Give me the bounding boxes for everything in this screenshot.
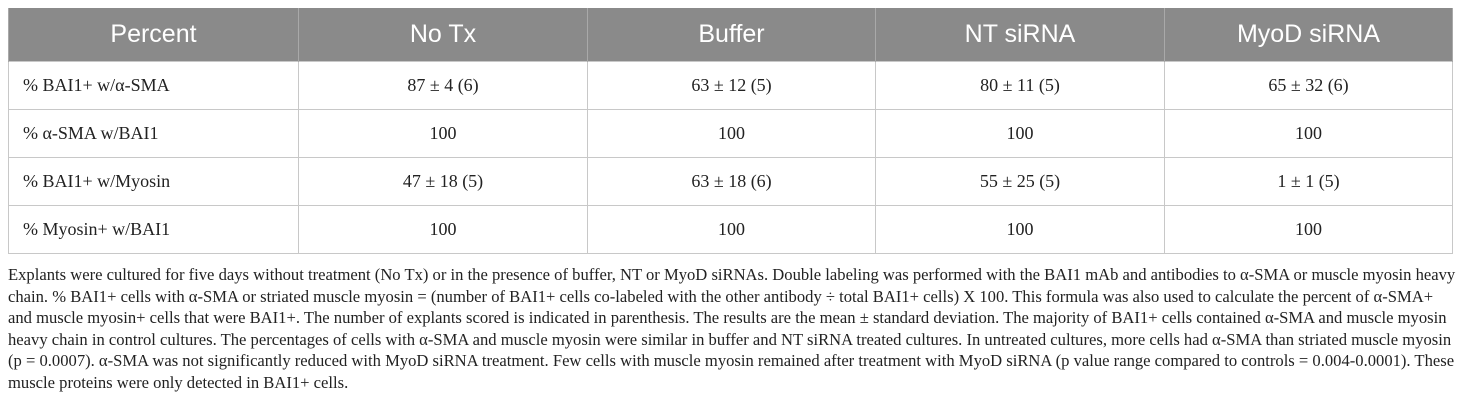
table-cell: 100 (299, 206, 588, 254)
table-row (9, 110, 1453, 158)
table-cell: 87 ± 4 (6) (299, 62, 588, 110)
table-cell: 100 (1165, 206, 1453, 254)
table-body (9, 62, 1453, 254)
table-header (9, 8, 1453, 62)
row-label: % Myosin+ w/BAI1 (9, 206, 299, 254)
header-buffer: Buffer (588, 8, 876, 62)
table-row (9, 158, 1453, 206)
header-no-tx: No Tx (299, 8, 588, 62)
table-cell: 100 (299, 110, 588, 158)
header-percent: Percent (9, 8, 299, 62)
table-cell: 63 ± 12 (5) (588, 62, 876, 110)
table-row (9, 206, 1453, 254)
table-cell: 1 ± 1 (5) (1165, 158, 1453, 206)
table-cell: 63 ± 18 (6) (588, 158, 876, 206)
table-cell: 65 ± 32 (6) (1165, 62, 1453, 110)
row-label: % BAI1+ w/Myosin (9, 158, 299, 206)
table-row (9, 62, 1453, 110)
header-row (9, 8, 1453, 62)
header-nt-sirna: NT siRNA (876, 8, 1165, 62)
row-label: % BAI1+ w/α-SMA (9, 62, 299, 110)
data-table-container (8, 8, 1452, 254)
table-cell: 55 ± 25 (5) (876, 158, 1165, 206)
table-cell: 100 (876, 110, 1165, 158)
table-cell: 100 (588, 206, 876, 254)
row-label: % α-SMA w/BAI1 (9, 110, 299, 158)
table-cell: 80 ± 11 (5) (876, 62, 1165, 110)
header-myod-sirna: MyoD siRNA (1165, 8, 1453, 62)
table-cell: 47 ± 18 (5) (299, 158, 588, 206)
table-cell: 100 (876, 206, 1165, 254)
table-footnote: Explants were cultured for five days without treatment (No Tx) or in the presence of buffer, NT or MyoD siRNAs. Double labeling was performed with the BAI1 mAb and antibodies to α-SMA or muscle myosin heavy chain. % BAI1+ cells with α-SMA or striated muscle myosin = (number of BAI1+ cells co-labeled with the other antibody ÷ total BAI1+ cells) X 100. This formula was also used to calculate the percent of α-SMA+ and muscle myosin+ cells that were BAI1+. The number of explants scored is indicated in parenthesis. The results are the mean ± standard deviation. The majority of BAI1+ cells contained α-SMA and muscle myosin heavy chain in control cultures. The percentages of cells with α-SMA and muscle myosin were similar in buffer and NT siRNA treated cultures. In untreated cultures, more cells had α-SMA than striated muscle myosin (p = 0.0007). α-SMA was not significantly reduced with MyoD siRNA treatment. Few cells with muscle myosin remained after treatment with MyoD siRNA (p value range compared to controls = 0.004-0.0001). These muscle proteins were only detected in BAI1+ cells. (8, 265, 1456, 392)
results-table (8, 8, 1453, 254)
table-cell: 100 (1165, 110, 1453, 158)
table-cell: 100 (588, 110, 876, 158)
